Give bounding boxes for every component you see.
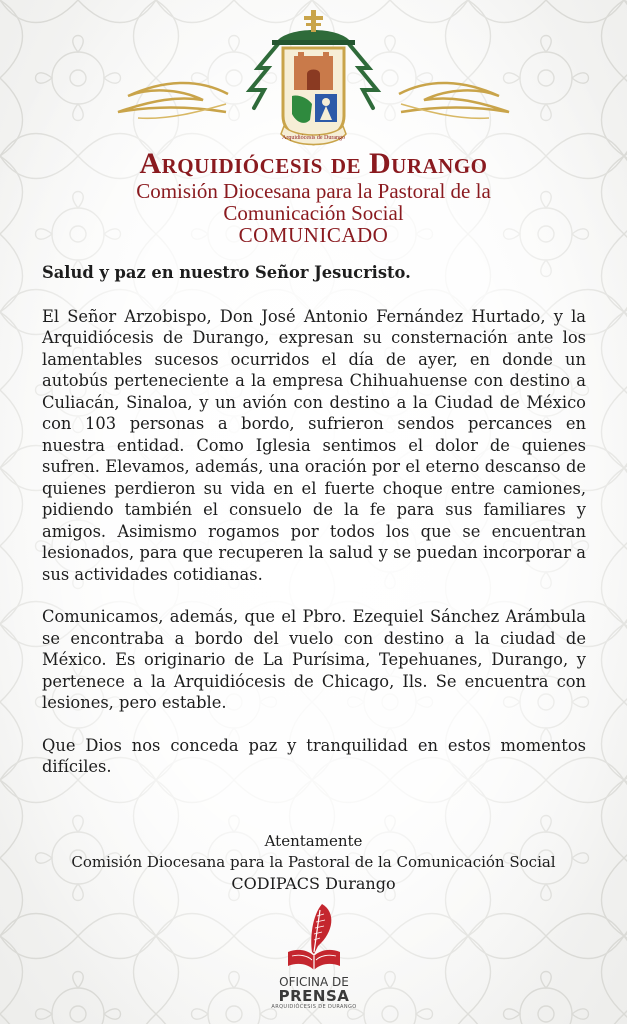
closing-salutation: Atentamente (264, 832, 363, 850)
archdiocese-coat-of-arms-icon (108, 8, 519, 156)
crest-scroll-text: Arquidiócesis de Durango (282, 135, 345, 141)
press-office-logo (268, 902, 360, 1011)
paragraph-1: El Señor Arzobispo, Don José Antonio Fernández Hurtado, y la Arquidiócesis de Durango, expresan su consternación ante los lamentables sucesos ocurridos el día de ayer, en donde un autobús perteneciente a la empresa Chihuahuense con destino a Culiacán, Sinaloa, y un avión con destino a la Ciudad de México con 103 personas a bordo, sufrieron sendos percances en nuestra entidad. Como Iglesia sentimos el dolor de quienes sufren. Elevamos, además, una oración por el eterno descanso de quienes perdieron su vida en el fuerte choque entre camiones, pidiendo también el consuelo de la fe para sus familiares y amigos. Asimismo rogamos por todos los que se encuentran lesionados, para que recuperen la salud y se puedan incorporar a sus actividades cotidianas. (42, 306, 586, 584)
paragraph-2: Comunicamos, además, que el Pbro. Ezequiel Sánchez Arámbula se encontraba a bordo del vuelo con destino a la ciudad de México. Es originario de La Purísima, Tepehuanes, Durango, y pertenece a la Arquidiócesis de Chicago, Ils. Se encuentra con lesiones, pero estable. (42, 607, 586, 712)
document-type: COMUNICADO (238, 223, 389, 247)
logo-text-line2: PRENSA (278, 987, 350, 1005)
commission-subtitle: Comisión Diocesana para la Pastoral de la Comunicación Social (136, 179, 491, 225)
logo-text-line1: OFICINA DE (279, 975, 349, 989)
header (0, 148, 627, 246)
signature-short-name: CODIPACS Durango (231, 874, 396, 893)
paragraph-3: Que Dios nos conceda paz y tranquilidad en estos momentos difíciles. (42, 735, 586, 776)
page-title: Arquidiócesis de Durango (139, 147, 488, 180)
logo-text-line3: ARQUIDIÓCESIS DE DURANGO (271, 1004, 357, 1010)
signature-organization: Comisión Diocesana para la Pastoral de la Comunicación Social (71, 853, 556, 871)
closing-signature (0, 831, 627, 894)
quill-book-icon (284, 902, 344, 974)
greeting: Salud y paz en nuestro Señor Jesucristo. (42, 263, 411, 282)
communique-body (42, 262, 586, 778)
